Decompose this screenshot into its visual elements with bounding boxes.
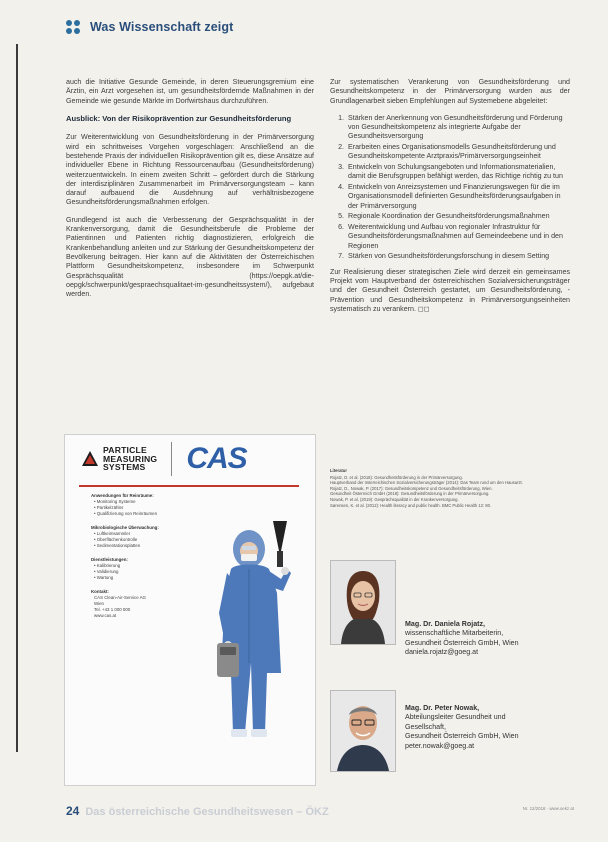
section-title: Was Wissenschaft zeigt (90, 20, 234, 34)
left-column (66, 78, 314, 307)
author-name: Mag. Dr. Peter Nowak, (405, 704, 480, 712)
ad-item: • Kalibrierung (94, 563, 121, 568)
author-email: daniela.rojatz@goeg.at (405, 648, 479, 657)
ad-group (91, 525, 211, 549)
ad-item: • Qualifizierung von Reinräumen (94, 511, 158, 516)
cleanroom-suit-icon (215, 513, 311, 743)
ad-group-title: Dienstleistungen: (91, 557, 128, 562)
author-role: Abteilungsleiter Gesundheit und (405, 713, 506, 722)
author-email: peter.nowak@goeg.at (405, 741, 475, 750)
left-paragraph-1: Zur Weiterentwicklung von Gesundheitsförderung in der Primärversorgung wird ein schrittweises Vorgehen vorgeschlagen: Anschließend an die bestehende Praxis der individuellen Risikoprävention gilt es, diese Ansätze auf individueller Ebene in Richtung Ressourcenaufbau (Gesundheitsförderung) weiterzuentwickeln. In einem zweiten Schritt – gefördert durch die Stärkung der interdisziplinären Zusammenarbeit im Primärversorgungsteam – kann darauf aufbauend die Ausdehnung auf verhältnisbezogene Gesundheitsförderungsmaßnahmen erfolgen. (66, 133, 314, 207)
ad-group (91, 557, 211, 581)
pms-logo (81, 446, 157, 471)
cas-logo: CAS (186, 442, 247, 475)
author-caption-nowak (405, 704, 575, 751)
list-item: 3. Entwickeln von Schulungsangeboten und Informationsmaterialien, damit die Berufsgruppen befähigt werden, das Richtige richtig zu tun (346, 163, 570, 182)
list-item: 7. Stärken von Gesundheitsförderungsforschung in diesem Setting (346, 252, 570, 261)
author-photo-rojatz (330, 560, 396, 645)
left-paragraph-2: Grundlegend ist auch die Verbesserung der Gesprächsqualität in der Krankenversorgung, damit die Gesundheitsberufe die Probleme der Patientinnen und Patienten richtig diagnostizieren, erfolgreich die Krankenbehandlung anleiten und zur Stärkung der Gesundheitskompetenz der Bevölkerung beitragen. Hier kann auf die Aktivitäten der Österreichischen Plattform Gesundheitskompetenz, insbesondere im Schwerpunkt Gesprächsqualität (https://oepgk.at/die-oepgk/schwerpunkt/gespraechsqualitaet-im-gesundheitssystem/), aufgebaut werden. (66, 215, 314, 299)
literature-item: Sørensen, K. et al. (2012): Health literacy and public health. BMC Public Health 12: 80. (330, 502, 492, 508)
author-org: Gesundheit Österreich GmbH, Wien (405, 732, 519, 741)
logo-separator (171, 442, 172, 476)
page-footer (66, 804, 329, 818)
ad-item: • Validierung (94, 569, 119, 574)
list-item: 6. Weiterentwicklung und Aufbau von regionaler Infrastruktur für Gesundheitsförderungsmaßnahmen auf Gemeindeebene und in den Regionen (346, 223, 570, 251)
recommendations-list (330, 114, 570, 262)
literature-item: Hauptverband der österreichischen Sozialversicherungsträger (2014): Das Team rund um den Hausarzt. (330, 480, 523, 486)
author-caption-rojatz (405, 620, 575, 658)
author-role-2: Gesellschaft, (405, 722, 447, 731)
ad-logo-bar (65, 435, 315, 483)
ad-group-title: Mikrobiologische Überwachung: (91, 525, 159, 530)
ad-item: • Sedimentationsplatten (94, 543, 141, 548)
ad-group-title: Kontakt: (91, 589, 109, 594)
ad-item: • Wartung (94, 575, 114, 580)
list-item: 4. Entwickeln von Anreizsystemen und Finanzierungswegen für die im Organisationsmodell definierten Gesundheitsförderungsaufgaben in der Primärversorgung (346, 183, 570, 211)
author-role: wissenschaftliche Mitarbeiterin, (405, 629, 504, 638)
footer-issue-info: Nr. 12/2018 · www.oekz.at (522, 806, 574, 811)
ad-item: Tel. +43 1 000 000 (94, 607, 131, 612)
ad-item: • Partikelzähler (94, 505, 124, 510)
pms-wordmark: PARTICLE MEASURING SYSTEMS (103, 445, 158, 473)
margin-rule (16, 44, 18, 752)
literature-box (330, 468, 570, 508)
portrait-man-icon (331, 691, 395, 771)
right-intro-paragraph: Zur systematischen Verankerung von Gesundheitsförderung und Gesundheitskompetenz in der Primärversorgung wurden aus der Grundlagenarbeit sieben Empfehlungen auf Systemebene abgeleitet: (330, 78, 570, 105)
ad-item: www.cas.at (94, 613, 117, 618)
publication-title: Das österreichische Gesundheitswesen – ÖKZ (85, 806, 329, 818)
ad-item: CAS Clean-Air-Service AG (94, 595, 146, 600)
pms-logo-icon (81, 450, 99, 468)
ad-item: • Luftkeimsammler (94, 531, 131, 536)
section-dots-icon (66, 20, 80, 34)
ad-item: Wien (94, 601, 105, 606)
subheading: Ausblick: Von der Risikoprävention zur Gesundheitsförderung (66, 113, 292, 123)
ad-group (91, 589, 211, 619)
author-org: Gesundheit Österreich GmbH, Wien (405, 638, 519, 647)
section-header (66, 20, 233, 34)
cleanroom-technician-figure (215, 513, 311, 743)
author-name: Mag. Dr. Daniela Rojatz, (405, 620, 486, 628)
right-outro-paragraph: Zur Realisierung dieser strategischen Ziele wird derzeit ein gemeinsames Projekt vom Hauptverband der österreichischen Sozialversicherungsträger und der Gesundheit Österreich gestartet, um Gesundheitsförderung, -Prävention und Gesundheitskompetenz in Primärversorgungseinheiten systematisch zu verankern. ◻◻ (330, 267, 570, 313)
left-intro-paragraph: auch die Initiative Gesunde Gemeinde, in deren Steuerungsgremium eine Ärztin, ein Arzt vorgesehen ist, um gesundheitsfördernde Maßnahmen in der Gemeinde wie gesunde Märkte im Dorfwirtshaus durchzuführen. (66, 78, 314, 105)
list-item: 5. Regionale Koordination der Gesundheitsförderungsmaßnahmen (346, 212, 570, 221)
ad-group (91, 493, 211, 517)
author-photo-nowak (330, 690, 396, 772)
literature-item: Rojatz, D. et al. (2018): Gesundheitsförderung in der Primärversorgung. (330, 474, 463, 480)
ad-item: • Monitoring Systeme (94, 499, 136, 504)
ad-item: • Oberflächenkontrolle (94, 537, 138, 542)
ad-group-title: Anwendungen für Reinräume: (91, 493, 154, 498)
list-item: 1. Stärken der Anerkennung von Gesundheitsförderung und Förderung von Gesundheitskompetenz als integrierte Aufgabe der Gesundheitsversorgung (346, 114, 570, 142)
literature-item: Gesundheit Österreich GmbH (2018): Gesundheitsförderung in der Primärversorgung. (330, 491, 490, 497)
literature-item: Rojatz, D., Nowak, P. (2017): Gesundheitskompetenz und Gesundheitsförderung, Wien. (330, 485, 493, 491)
page-number: 24 (66, 804, 80, 818)
literature-item: Nowak, P. et al. (2019): Gesprächsqualität in der Krankenversorgung. (330, 496, 459, 502)
ad-offer-list (91, 493, 211, 627)
right-column (330, 78, 570, 322)
advertisement (64, 434, 316, 786)
literature-title: Literatur (330, 468, 347, 473)
portrait-woman-icon (331, 561, 395, 644)
ad-divider (79, 485, 299, 487)
list-item: 2. Erarbeiten eines Organisationsmodells Gesundheitsförderung und Gesundheitskompetente Arztpraxis/Primärversorgungseinheit (346, 143, 570, 162)
